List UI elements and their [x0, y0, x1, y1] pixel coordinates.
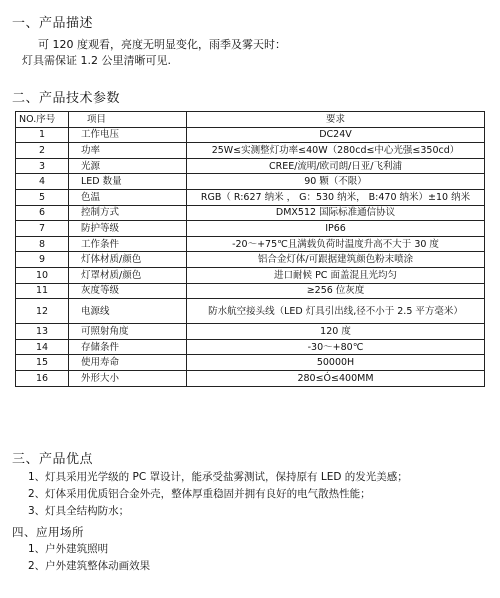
row-item: 防护等级 — [69, 221, 187, 237]
header-requirement: 要求 — [187, 112, 485, 128]
advantage-item: 2、灯体采用优质铝合金外壳，整体厚重稳固并拥有良好的电气散热性能； — [28, 488, 371, 500]
row-requirement: IP66 — [187, 221, 485, 237]
row-number: 8 — [16, 236, 69, 252]
row-number: 14 — [16, 339, 69, 355]
row-item: 可照射角度 — [69, 324, 187, 340]
table-row — [16, 370, 485, 386]
spec-table — [15, 111, 485, 387]
row-item: 灰度等级 — [69, 283, 187, 299]
advantage-item: 1、灯具采用光学级的 PC 罩设计，能承受盐雾测试，保持原有 LED 的发光美感； — [28, 471, 408, 483]
row-number: 13 — [16, 324, 69, 340]
description-line-1: 可 120 度观看，亮度无明显变化，雨季及雾天时： — [38, 38, 286, 51]
application-item: 2、户外建筑整体动画效果 — [28, 560, 151, 572]
description-line-2: 灯具需保证 1.2 公里清晰可见. — [22, 54, 171, 67]
application-item: 1、户外建筑照明 — [28, 543, 109, 555]
table-row — [16, 189, 485, 205]
row-requirement: 铝合金灯体/可跟据建筑颜色粉末喷涂 — [187, 252, 485, 268]
row-number: 3 — [16, 158, 69, 174]
table-row — [16, 283, 485, 299]
table-row — [16, 339, 485, 355]
table-row — [16, 324, 485, 340]
row-item: LED 数量 — [69, 174, 187, 190]
section-title-advantages: 三、产品优点 — [12, 452, 94, 467]
row-requirement: RGB（ R:627 纳米 ， G：530 纳米， B:470 纳米）±10 纳米 — [187, 189, 485, 205]
row-number: 4 — [16, 174, 69, 190]
section-title-description: 一、产品描述 — [12, 16, 94, 31]
row-requirement: 50000H — [187, 355, 485, 371]
row-requirement: 90 颗（不限） — [187, 174, 485, 190]
table-row — [16, 299, 485, 324]
row-number: 15 — [16, 355, 69, 371]
row-item: 存储条件 — [69, 339, 187, 355]
advantages-list — [28, 469, 408, 520]
row-number: 9 — [16, 252, 69, 268]
row-requirement: ≥256 位灰度 — [187, 283, 485, 299]
row-item: 工作条件 — [69, 236, 187, 252]
advantage-item: 3、灯具全结构防水； — [28, 505, 130, 517]
row-number: 7 — [16, 221, 69, 237]
row-requirement: 280≤Ó≤400MM — [187, 370, 485, 386]
table-row — [16, 127, 485, 143]
row-item: 电源线 — [69, 299, 187, 324]
table-row — [16, 355, 485, 371]
table-row — [16, 236, 485, 252]
row-requirement: DMX512 国际标准通信协议 — [187, 205, 485, 221]
spec-table-body — [16, 127, 485, 386]
row-item: 功率 — [69, 143, 187, 159]
row-number: 6 — [16, 205, 69, 221]
row-item: 色温 — [69, 189, 187, 205]
header-no: NO.序号 — [16, 112, 69, 128]
row-item: 工作电压 — [69, 127, 187, 143]
row-requirement: DC24V — [187, 127, 485, 143]
row-number: 5 — [16, 189, 69, 205]
table-row — [16, 143, 485, 159]
row-requirement: 120 度 — [187, 324, 485, 340]
row-number: 12 — [16, 299, 69, 324]
row-item: 灯体材质/颜色 — [69, 252, 187, 268]
row-item: 使用寿命 — [69, 355, 187, 371]
row-requirement: 进口耐候 PC 面盖混且光均匀 — [187, 267, 485, 283]
section-title-applications: 四、应用场所 — [12, 525, 84, 539]
table-row — [16, 267, 485, 283]
row-number: 2 — [16, 143, 69, 159]
table-row — [16, 221, 485, 237]
table-row — [16, 252, 485, 268]
row-requirement: 防水航空接头线（LED 灯具引出线,径不小于 2.5 平方毫米） — [187, 299, 485, 324]
row-item: 外形大小 — [69, 370, 187, 386]
table-row — [16, 174, 485, 190]
row-item: 灯罩材质/颜色 — [69, 267, 187, 283]
header-item: 项目 — [69, 112, 187, 128]
applications-list — [28, 541, 150, 575]
table-row — [16, 205, 485, 221]
row-number: 11 — [16, 283, 69, 299]
section-title-specs: 二、产品技术参数 — [12, 91, 121, 106]
row-number: 10 — [16, 267, 69, 283]
row-number: 16 — [16, 370, 69, 386]
spec-table-header — [16, 112, 485, 128]
row-item: 光源 — [69, 158, 187, 174]
row-requirement: CREE/流明/欧司朗/日亚/飞利浦 — [187, 158, 485, 174]
row-item: 控制方式 — [69, 205, 187, 221]
row-requirement: 25W≤实测整灯功率≤40W（280cd≤中心光强≤350cd） — [187, 143, 485, 159]
row-requirement: -30～+80℃ — [187, 339, 485, 355]
row-requirement: -20～+75℃且满载负荷时温度升高不大于 30 度 — [187, 236, 485, 252]
row-number: 1 — [16, 127, 69, 143]
table-row — [16, 158, 485, 174]
